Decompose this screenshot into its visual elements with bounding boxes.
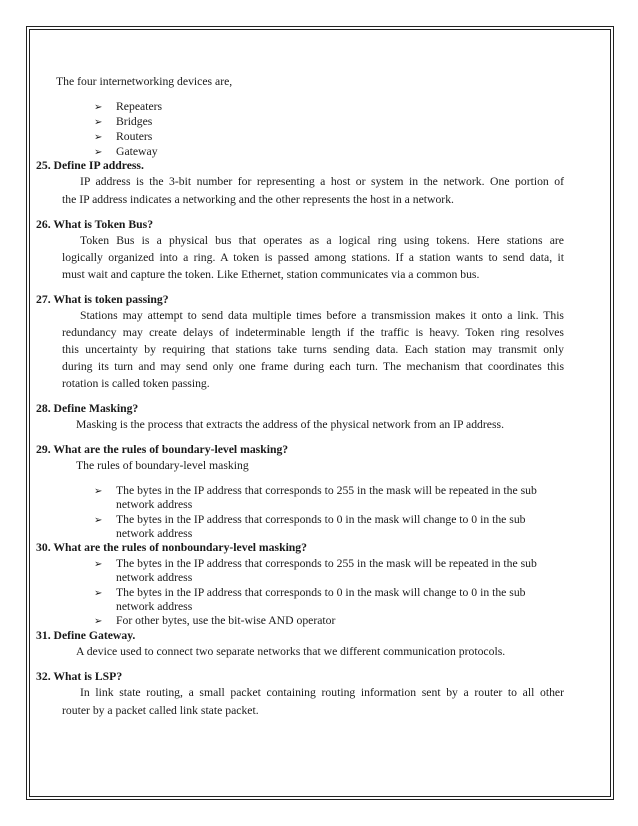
question-heading: 28. Define Masking? [36, 402, 139, 415]
question-heading: 30. What are the rules of nonboundary-level masking? [36, 541, 307, 554]
list-item-continuation: network address [116, 571, 193, 584]
answer-text: Stations may attempt to send data multiple times before a transmission makes it onto a link. This [80, 309, 564, 322]
answer-text: Masking is the process that extracts the address of the physical network from an IP address. [76, 418, 504, 431]
intro-text: The four internetworking devices are, [56, 75, 233, 88]
arrow-bullet-icon: ➢ [94, 616, 103, 627]
list-item: ➢ Repeaters [94, 100, 163, 113]
answer-text: Token Bus is a physical bus that operates as a logical ring using tokens. Here stations are [80, 234, 564, 247]
list-item: ➢ The bytes in the IP address that corresponds to 255 in the mask will be repeated in the sub [94, 484, 537, 497]
list-item: ➢ The bytes in the IP address that corresponds to 0 in the mask will change to 0 in the sub [94, 586, 526, 599]
list-item-continuation: network address [116, 600, 193, 613]
answer-text: In link state routing, a small packet containing routing information sent by a router to all other [80, 686, 564, 699]
answer-text: the IP address indicates a networking and the other represents the host in a network. [62, 193, 454, 206]
answer-text: The rules of boundary-level masking [76, 459, 249, 472]
list-item: ➢ For other bytes, use the bit-wise AND operator [94, 614, 336, 627]
list-item: ➢ The bytes in the IP address that corresponds to 255 in the mask will be repeated in the sub [94, 557, 537, 570]
answer-text: rotation is called token passing. [62, 377, 210, 390]
list-item: ➢ Gateway [94, 145, 158, 158]
arrow-bullet-icon: ➢ [94, 486, 103, 497]
list-item: ➢ The bytes in the IP address that corresponds to 0 in the mask will change to 0 in the sub [94, 513, 526, 526]
answer-text: A device used to connect two separate networks that we different communication protocols. [76, 645, 506, 658]
question-heading: 25. Define IP address. [36, 159, 144, 172]
list-item: ➢ Routers [94, 130, 153, 143]
question-heading: 29. What are the rules of boundary-level masking? [36, 443, 289, 456]
arrow-bullet-icon: ➢ [94, 117, 103, 128]
list-item-continuation: network address [116, 527, 193, 540]
answer-text: router by a packet called link state packet. [62, 704, 259, 717]
arrow-bullet-icon: ➢ [94, 147, 103, 158]
answer-text: logically organized into a ring. A token is passed among stations. If a station wants to send data, it [62, 251, 564, 264]
arrow-bullet-icon: ➢ [94, 515, 103, 526]
question-heading: 26. What is Token Bus? [36, 218, 154, 231]
arrow-bullet-icon: ➢ [94, 559, 103, 570]
arrow-bullet-icon: ➢ [94, 132, 103, 143]
list-item-continuation: network address [116, 498, 193, 511]
answer-text: must wait and capture the token. Like Ethernet, station communicates via a common bus. [62, 268, 480, 281]
question-heading: 27. What is token passing? [36, 293, 169, 306]
answer-text: IP address is the 3-bit number for representing a host or system in the network. One portion of [80, 175, 564, 188]
question-heading: 32. What is LSP? [36, 670, 123, 683]
arrow-bullet-icon: ➢ [94, 102, 103, 113]
answer-text: this uncertainty by requiring that stations take turns sending data. Each station may transmit only [62, 343, 564, 356]
question-heading: 31. Define Gateway. [36, 629, 136, 642]
answer-text: during its turn and may send only one frame during each turn. The mechanism that coordinates this [62, 360, 564, 373]
answer-text: redundancy may create delays of indeterminable length if the traffic is heavy. Token ring resolves [62, 326, 564, 339]
list-item: ➢ Bridges [94, 115, 153, 128]
arrow-bullet-icon: ➢ [94, 588, 103, 599]
